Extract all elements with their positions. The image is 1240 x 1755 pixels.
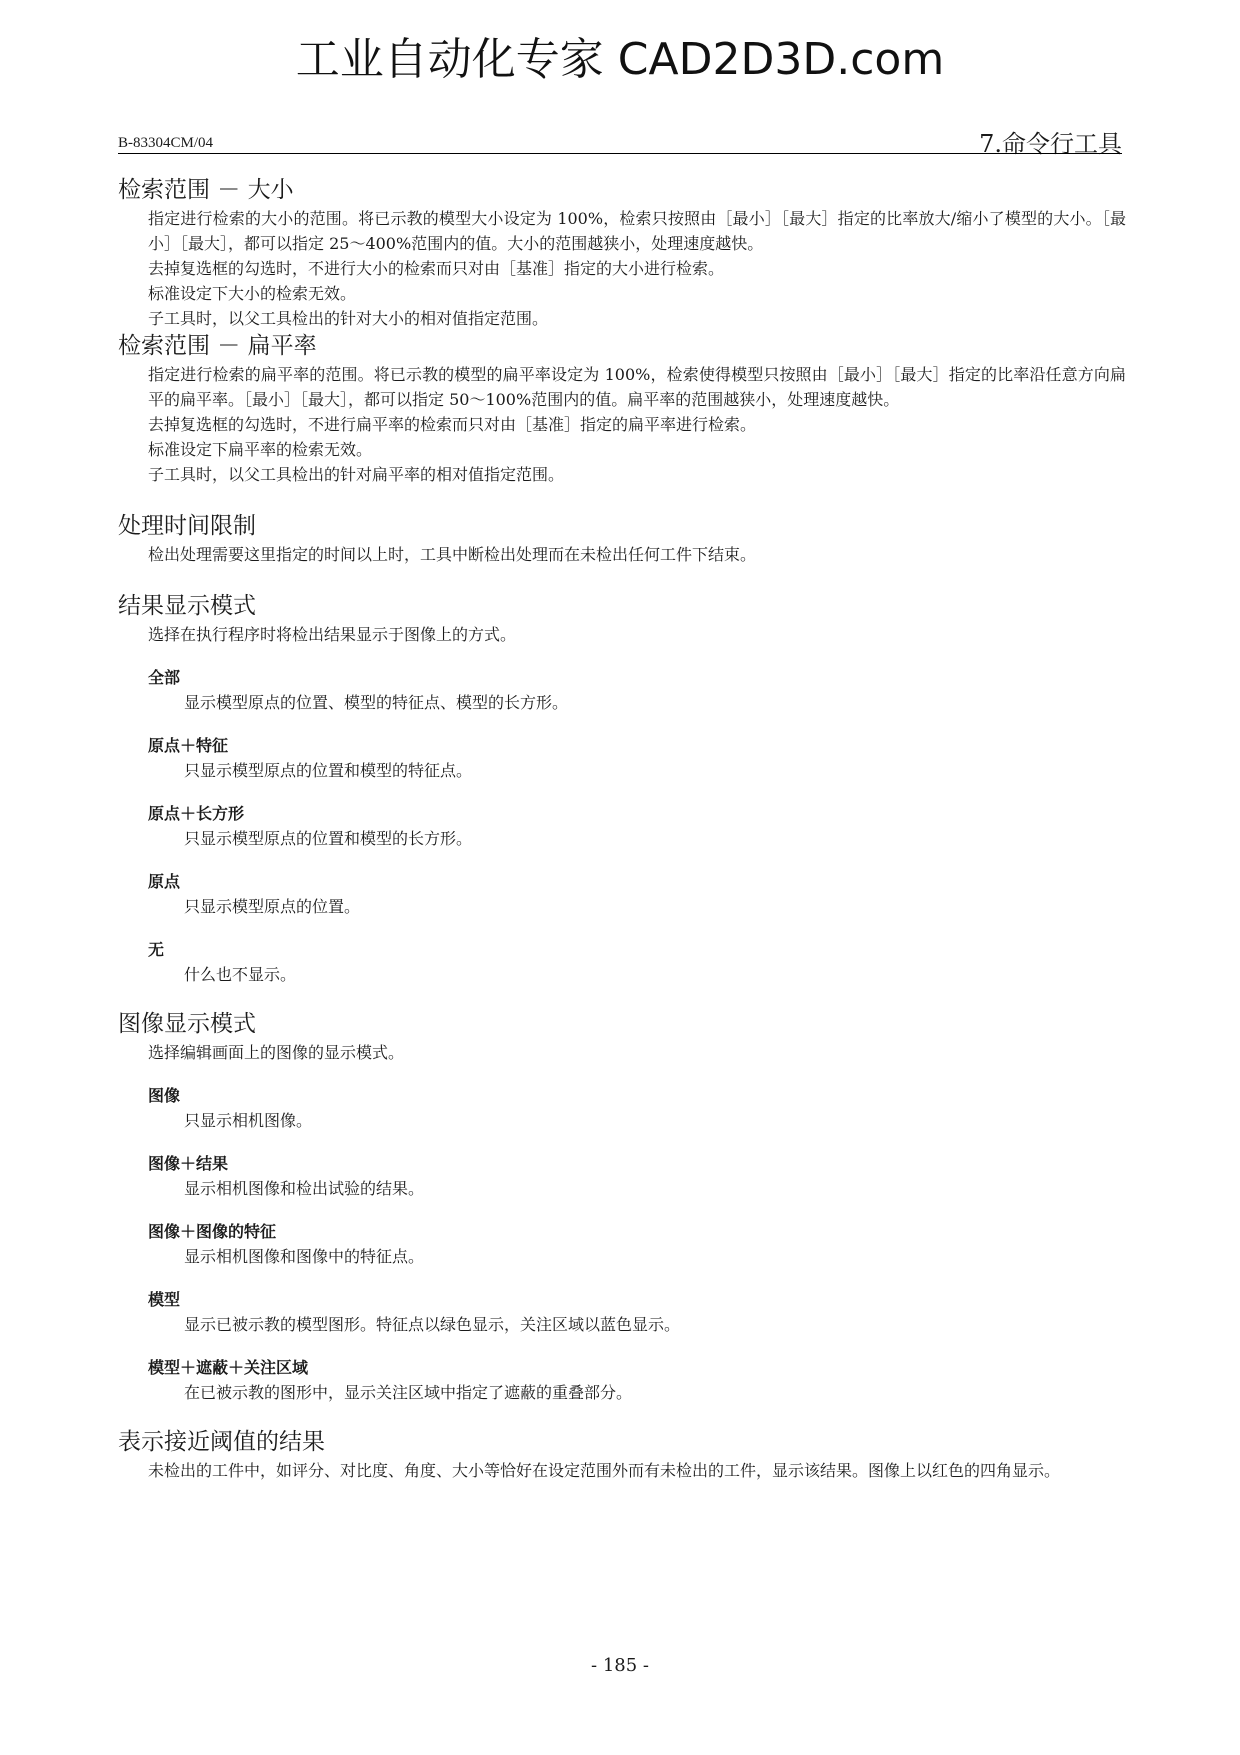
- option-label: 全部: [148, 668, 181, 687]
- option-item: [148, 1151, 1128, 1201]
- paragraph: 标准设定下扁平率的检索无效。: [148, 440, 373, 459]
- chapter-title: 7.命令行工具: [979, 130, 1122, 158]
- option-item: [148, 1219, 1128, 1269]
- option-description: 只显示相机图像。: [184, 1111, 313, 1130]
- option-label: 模型: [148, 1290, 181, 1309]
- option-description: 只显示模型原点的位置。: [184, 897, 361, 916]
- section-heading: 图像显示模式: [118, 1011, 256, 1037]
- paragraph: 选择在执行程序时将检出结果显示于图像上的方式。: [148, 625, 517, 644]
- option-item: [148, 1287, 1128, 1337]
- section-size-range: [118, 175, 1128, 331]
- paragraph: 去掉复选框的勾选时，不进行大小的检索而只对由［基准］指定的大小进行检索。: [148, 259, 725, 278]
- option-item: [148, 801, 1128, 851]
- option-label: 原点: [148, 872, 181, 891]
- paragraph: 子工具时，以父工具检出的针对扁平率的相对值指定范围。: [148, 465, 565, 484]
- option-label: 无: [148, 940, 165, 959]
- option-description: 显示模型原点的位置、模型的特征点、模型的长方形。: [184, 693, 569, 712]
- paragraph: 去掉复选框的勾选时，不进行扁平率的检索而只对由［基准］指定的扁平率进行检索。: [148, 415, 757, 434]
- paragraph: 子工具时，以父工具检出的针对大小的相对值指定范围。: [148, 309, 549, 328]
- page-number: - 185 -: [591, 1655, 649, 1676]
- section-image-display-mode: [118, 1009, 1128, 1405]
- option-item: [148, 1355, 1128, 1405]
- option-label: 图像＋图像的特征: [148, 1222, 277, 1241]
- section-heading: 表示接近阈值的结果: [118, 1429, 325, 1455]
- option-description: 显示已被示教的模型图形。特征点以绿色显示，关注区域以蓝色显示。: [184, 1315, 681, 1334]
- option-description: 只显示模型原点的位置和模型的特征点。: [184, 761, 473, 780]
- page-content: [118, 175, 1128, 1483]
- paragraph: 未检出的工件中，如评分、对比度、角度、大小等恰好在设定范围外而有未检出的工件，显示该结果。图像上以红色的四角显示。: [148, 1461, 1061, 1480]
- section-flatness-range: [118, 331, 1128, 487]
- option-item: [148, 733, 1128, 783]
- option-description: 只显示模型原点的位置和模型的长方形。: [184, 829, 473, 848]
- paragraph: 指定进行检索的扁平率的范围。将已示教的模型的扁平率设定为 100%，检索使得模型只按照由［最小］［最大］指定的比率沿任意方向扁平的扁平率。［最小］［最大］，都可以指定 50～100%范围内的值。扁平率的范围越狭小，处理速度越快。: [148, 365, 1126, 409]
- section-heading: 检索范围 － 大小: [118, 177, 294, 203]
- option-item: [148, 665, 1128, 715]
- paragraph: 选择编辑画面上的图像的显示模式。: [148, 1043, 405, 1062]
- section-time-limit: [118, 511, 1128, 567]
- option-label: 原点＋特征: [148, 736, 229, 755]
- paragraph: 检出处理需要这里指定的时间以上时，工具中断检出处理而在未检出任何工件下结束。: [148, 545, 757, 564]
- section-result-display-mode: [118, 591, 1128, 987]
- header-rule: [118, 153, 1122, 154]
- option-item: [148, 937, 1128, 987]
- section-heading: 结果显示模式: [118, 593, 256, 619]
- option-item: [148, 869, 1128, 919]
- option-description: 显示相机图像和检出试验的结果。: [184, 1179, 425, 1198]
- option-label: 图像: [148, 1086, 181, 1105]
- site-banner: 工业自动化专家 CAD2D3D.com: [295, 34, 945, 85]
- paragraph: 标准设定下大小的检索无效。: [148, 284, 357, 303]
- option-description: 什么也不显示。: [184, 965, 297, 984]
- option-label: 原点＋长方形: [148, 804, 245, 823]
- document-id: B-83304CM/04: [118, 135, 214, 151]
- option-label: 模型＋遮蔽＋关注区域: [148, 1358, 309, 1377]
- section-near-threshold-results: [118, 1427, 1128, 1483]
- section-heading: 处理时间限制: [118, 513, 256, 539]
- option-label: 图像＋结果: [148, 1154, 229, 1173]
- section-heading: 检索范围 － 扁平率: [118, 333, 317, 359]
- option-item: [148, 1083, 1128, 1133]
- paragraph: 指定进行检索的大小的范围。将已示教的模型大小设定为 100%，检索只按照由［最小］［最大］指定的比率放大/缩小了模型的大小。［最小］［最大］，都可以指定 25～400%范围内的值。大小的范围越狭小，处理速度越快。: [148, 209, 1126, 253]
- option-description: 显示相机图像和图像中的特征点。: [184, 1247, 425, 1266]
- option-description: 在已被示教的图形中，显示关注区域中指定了遮蔽的重叠部分。: [184, 1383, 633, 1402]
